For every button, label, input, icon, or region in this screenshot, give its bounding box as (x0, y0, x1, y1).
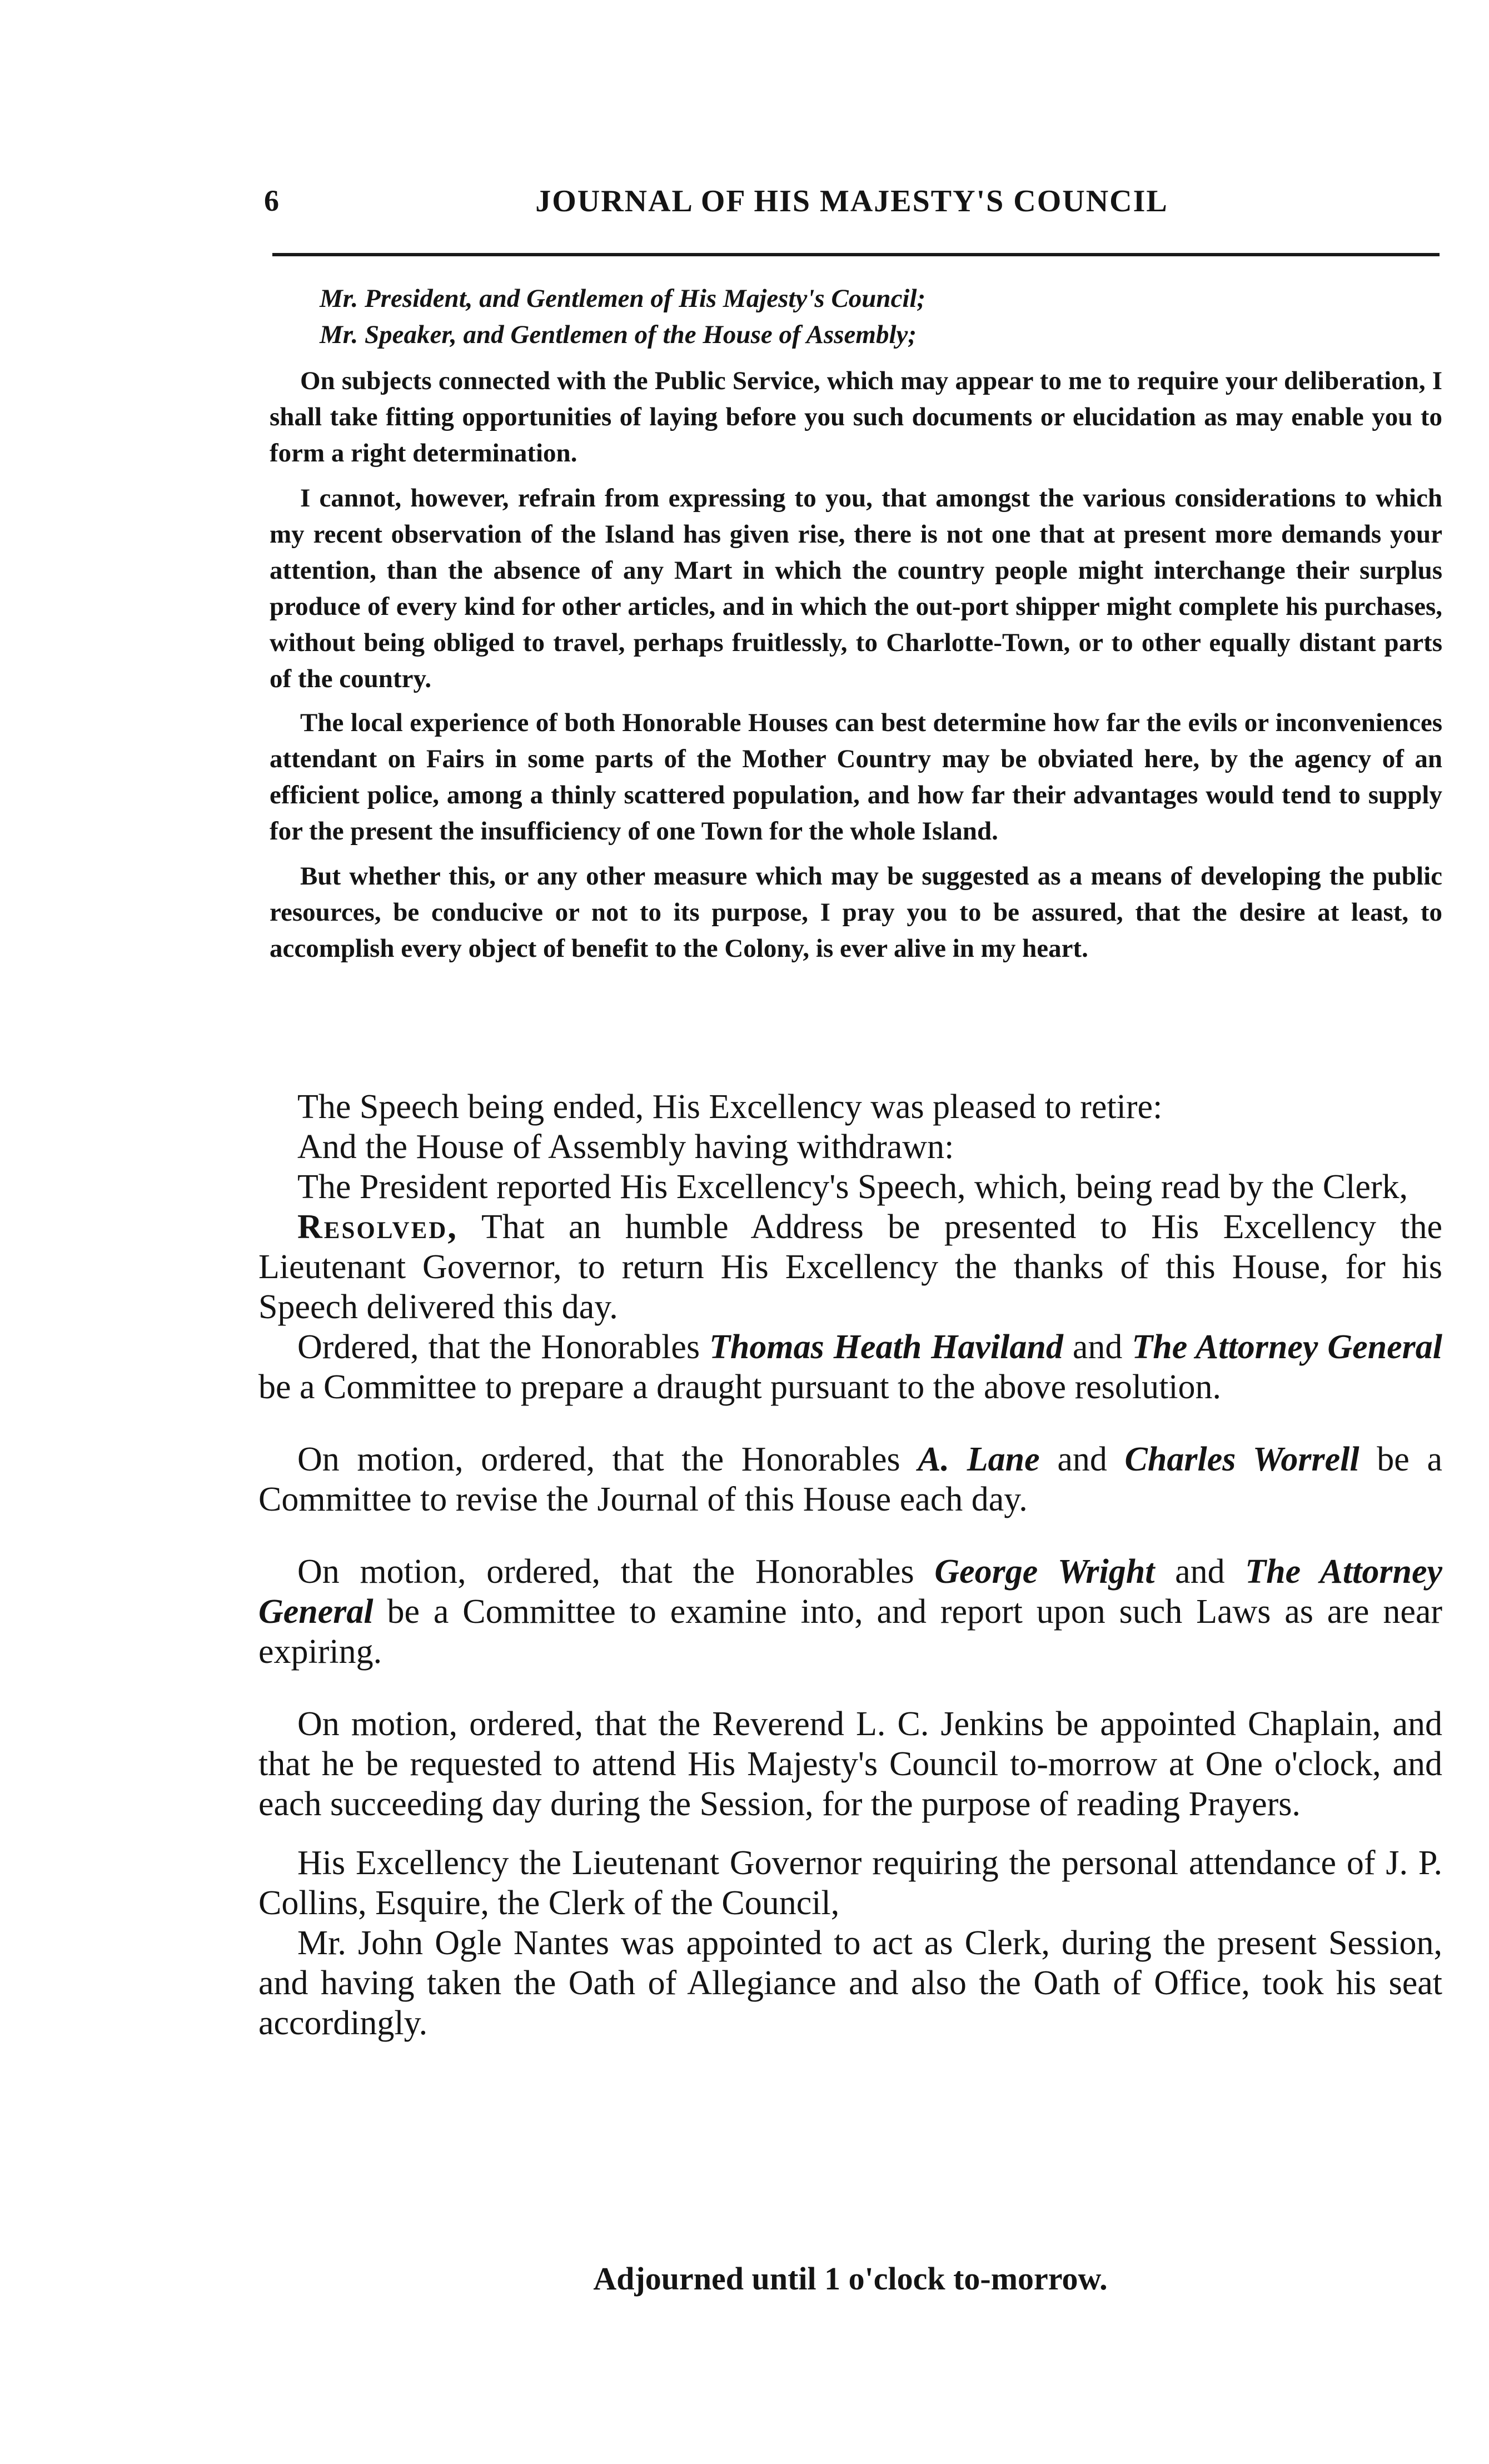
running-head: JOURNAL OF HIS MAJESTY'S COUNCIL (535, 184, 1168, 218)
resolution-paragraph (258, 1207, 1442, 1327)
order-text: be a Committee to prepare a draught pursuant to the above resolution. (258, 1368, 1222, 1406)
header-rule (272, 253, 1440, 256)
speech-section (270, 281, 1442, 975)
member-name: Charles Worrell (1124, 1440, 1359, 1478)
page-number: 6 (264, 184, 279, 217)
address-line-council: Mr. President, and Gentlemen of His Majesty's Council; (320, 284, 926, 313)
motion-text: be a Committee to revise the Journal of this House each day. (258, 1440, 1442, 1518)
speech-paragraph: The local experience of both Honorable Houses can best determine how far the evils or inconveniences attendant on Fairs in some parts of the Mother Country may be obviated here, by the agency of an efficient police, among a thinly scattered population, and how far their advantages would tend to supply for the present the insufficiency of one Town for the whole Island. (270, 708, 1442, 846)
member-name: The Attorney General (1132, 1328, 1442, 1366)
resolution-text: That an humble Address be presented to His Excellency the Lieutenant Governor, to return His Excellency the thanks of this House, for his Speech delivered this day. (258, 1208, 1442, 1326)
member-name: A. Lane (918, 1440, 1040, 1478)
speech-paragraph: I cannot, however, refrain from expressing to you, that amongst the various considerations to which my recent observation of the Island has given rise, there is not one that at present more demands your attention, than the absence of any Mart in which the country people might interchange their surplus produce of every kind for other articles, and in which the out-port shipper might complete his purchases, without being obliged to travel, perhaps fruitlessly, to Charlotte-Town, or to other equally distant parts of the country. (270, 484, 1442, 693)
page-header (264, 183, 1440, 234)
address-line-assembly: Mr. Speaker, and Gentlemen of the House of Assembly; (320, 320, 917, 349)
speech-paragraph: On subjects connected with the Public Service, which may appear to me to require your deliberation, I shall take fitting opportunities of laying before you such documents or elucidation as may enable you to form a right determination. (270, 366, 1442, 468)
motion-text: On motion, ordered, that the Honorables (297, 1553, 935, 1591)
proceedings-paragraph: And the House of Assembly having withdrawn: (297, 1128, 954, 1166)
order-paragraph (258, 1327, 1442, 1407)
proceedings-paragraph: His Excellency the Lieutenant Governor requiring the personal attendance of J. P. Collins, Esquire, the Clerk of the Council, (258, 1844, 1442, 1922)
resolved-label: Resolved, (297, 1208, 458, 1246)
motion-paragraph (258, 1552, 1442, 1672)
adjourned-line: Adjourned until 1 o'clock to-morrow. (593, 2261, 1108, 2297)
motion-text: and (1039, 1440, 1125, 1478)
proceedings-paragraph: Mr. John Ogle Nantes was appointed to act as Clerk, during the present Session, and having taken the Oath of Allegiance and also the Oath of Office, took his seat accordingly. (258, 1924, 1442, 2042)
order-text: and (1063, 1328, 1132, 1366)
motion-paragraph (258, 1439, 1442, 1519)
speech-paragraph: But whether this, or any other measure which may be suggested as a means of developing the public resources, be conducive or not to its purpose, I pray you to be assured, that the desire at least, to accomplish every object of benefit to the Colony, is ever alive in my heart. (270, 862, 1442, 963)
proceedings-section (258, 1087, 1442, 2043)
motion-text: On motion, ordered, that the Honorables (297, 1440, 918, 1478)
motion-text: be a Committee to examine into, and report upon such Laws as are near expiring. (258, 1593, 1442, 1671)
proceedings-paragraph: The Speech being ended, His Excellency was pleased to retire: (297, 1088, 1163, 1126)
order-text: Ordered, that the Honorables (297, 1328, 710, 1366)
member-name: The Attorney General (258, 1553, 1442, 1631)
member-name: George Wright (934, 1553, 1155, 1591)
member-name: Thomas Heath Haviland (709, 1328, 1063, 1366)
motion-paragraph: On motion, ordered, that the Reverend L. C. Jenkins be appointed Chaplain, and that he be requested to attend His Majesty's Council to-morrow at One o'clock, and each succeeding day during the Session, for the purpose of reading Prayers. (258, 1705, 1442, 1823)
proceedings-paragraph: The President reported His Excellency's Speech, which, being read by the Clerk, (297, 1168, 1408, 1206)
motion-text: and (1154, 1553, 1246, 1591)
